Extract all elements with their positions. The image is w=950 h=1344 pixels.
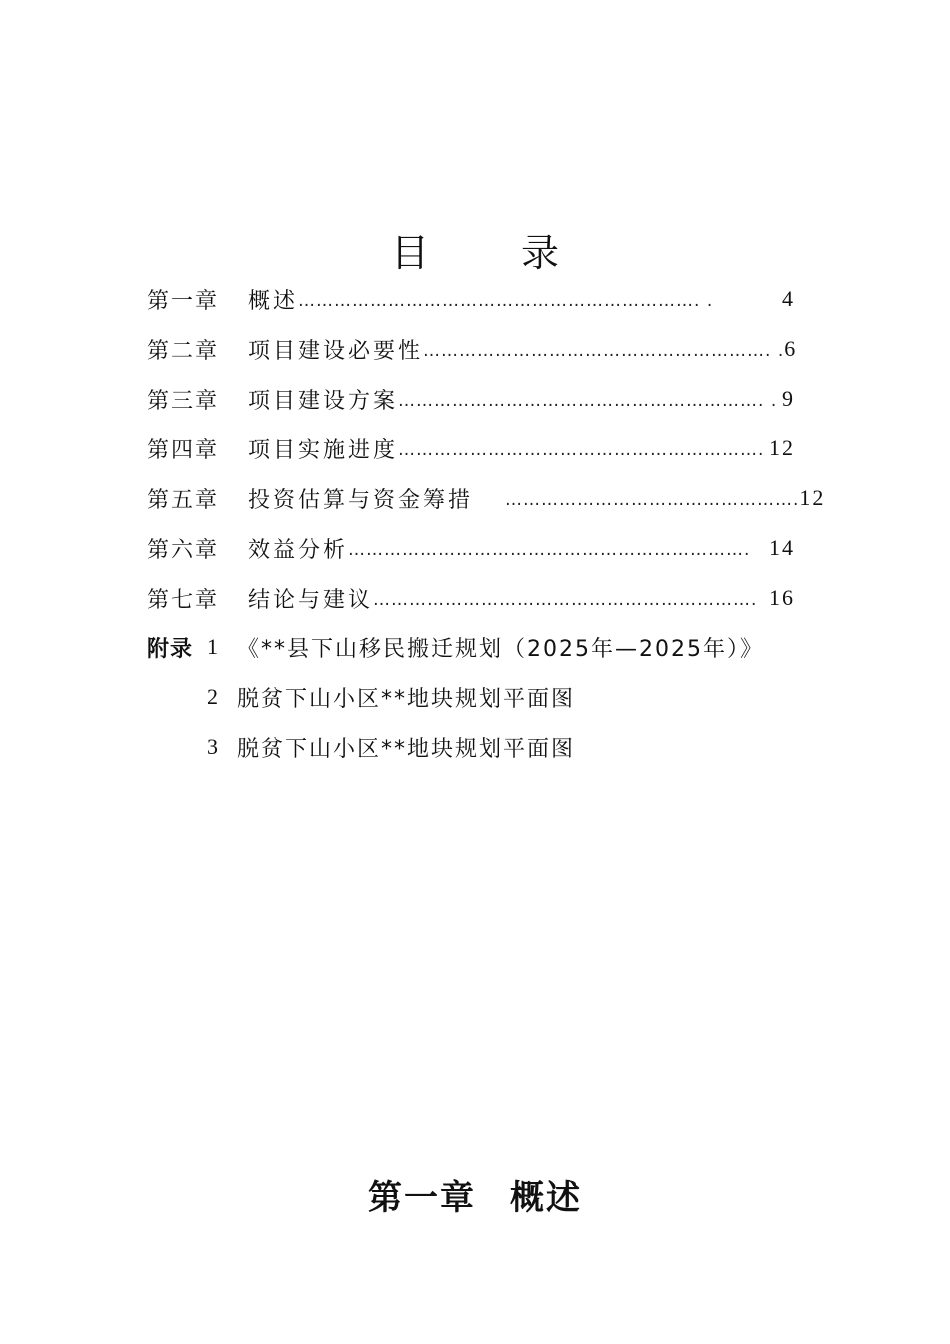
appendix-title: 脱贫下山小区**地块规划平面图 (237, 736, 576, 762)
toc-entry[interactable] (147, 334, 798, 364)
toc-chapter: 第二章 (147, 338, 220, 364)
appendix-title: 脱贫下山小区**地块规划平面图 (237, 686, 576, 712)
toc-name: 结论与建议 (248, 587, 374, 613)
toc-entry[interactable] (147, 483, 826, 513)
toc-page-number: 12 (769, 435, 795, 460)
appendix-number: 1 (207, 634, 218, 659)
toc-leader-dots: …………………………………………………. . (423, 341, 785, 361)
appendix-title: 《**县下山移民搬迁规划（2025年—2025年）》 (237, 636, 764, 662)
appendix-item[interactable] (147, 682, 575, 712)
toc-page-number: 12 (799, 485, 826, 510)
toc-name: 投资估算与资金筹措 (248, 487, 474, 513)
toc-name: 项目建设方案 (248, 388, 399, 414)
toc-leader-dots: ……………………………………………………. (398, 440, 765, 460)
toc-page-number: 6 (784, 336, 798, 361)
toc-name: 概述 (248, 288, 299, 314)
toc-chapter: 第一章 (147, 288, 220, 314)
appendix-item[interactable] (147, 632, 764, 662)
toc-leader-dots: …………………………………………………………. (348, 540, 751, 560)
toc-leader-dots: …………………………………………. (505, 490, 800, 510)
toc-leader-dots: …………………………………………………………. . (298, 291, 714, 311)
toc-leader-dots: ………………………………………………………. (373, 590, 758, 610)
toc-chapter: 第七章 (147, 587, 220, 613)
toc-entry[interactable] (147, 533, 795, 563)
toc-name: 效益分析 (248, 537, 349, 563)
toc-page-number: 14 (769, 535, 795, 560)
toc-entry[interactable] (147, 384, 795, 414)
toc-title: 目 录 (390, 231, 600, 275)
appendix-item[interactable] (147, 732, 575, 762)
toc-leader-dots: ……………………………………………………. . (398, 391, 778, 411)
toc-name: 项目建设必要性 (248, 338, 424, 364)
appendix-number: 3 (207, 734, 218, 759)
chapter-number: 第一章 (368, 1178, 476, 1218)
toc-entry[interactable] (147, 583, 795, 613)
appendix-number: 2 (207, 684, 218, 709)
toc-page-number: 4 (782, 286, 795, 311)
toc-chapter: 第六章 (147, 537, 220, 563)
toc-name: 项目实施进度 (248, 437, 399, 463)
toc-entry[interactable] (147, 284, 795, 314)
toc-chapter: 第四章 (147, 437, 220, 463)
toc-page-number: 16 (769, 585, 795, 610)
toc-page-number: 9 (782, 386, 795, 411)
toc-chapter: 第三章 (147, 388, 220, 414)
chapter-title: 概述 (510, 1178, 582, 1218)
toc-entry[interactable] (147, 433, 795, 463)
appendix-label: 附录 (147, 636, 194, 662)
toc-chapter: 第五章 (147, 487, 220, 513)
chapter-heading (0, 1170, 950, 1219)
